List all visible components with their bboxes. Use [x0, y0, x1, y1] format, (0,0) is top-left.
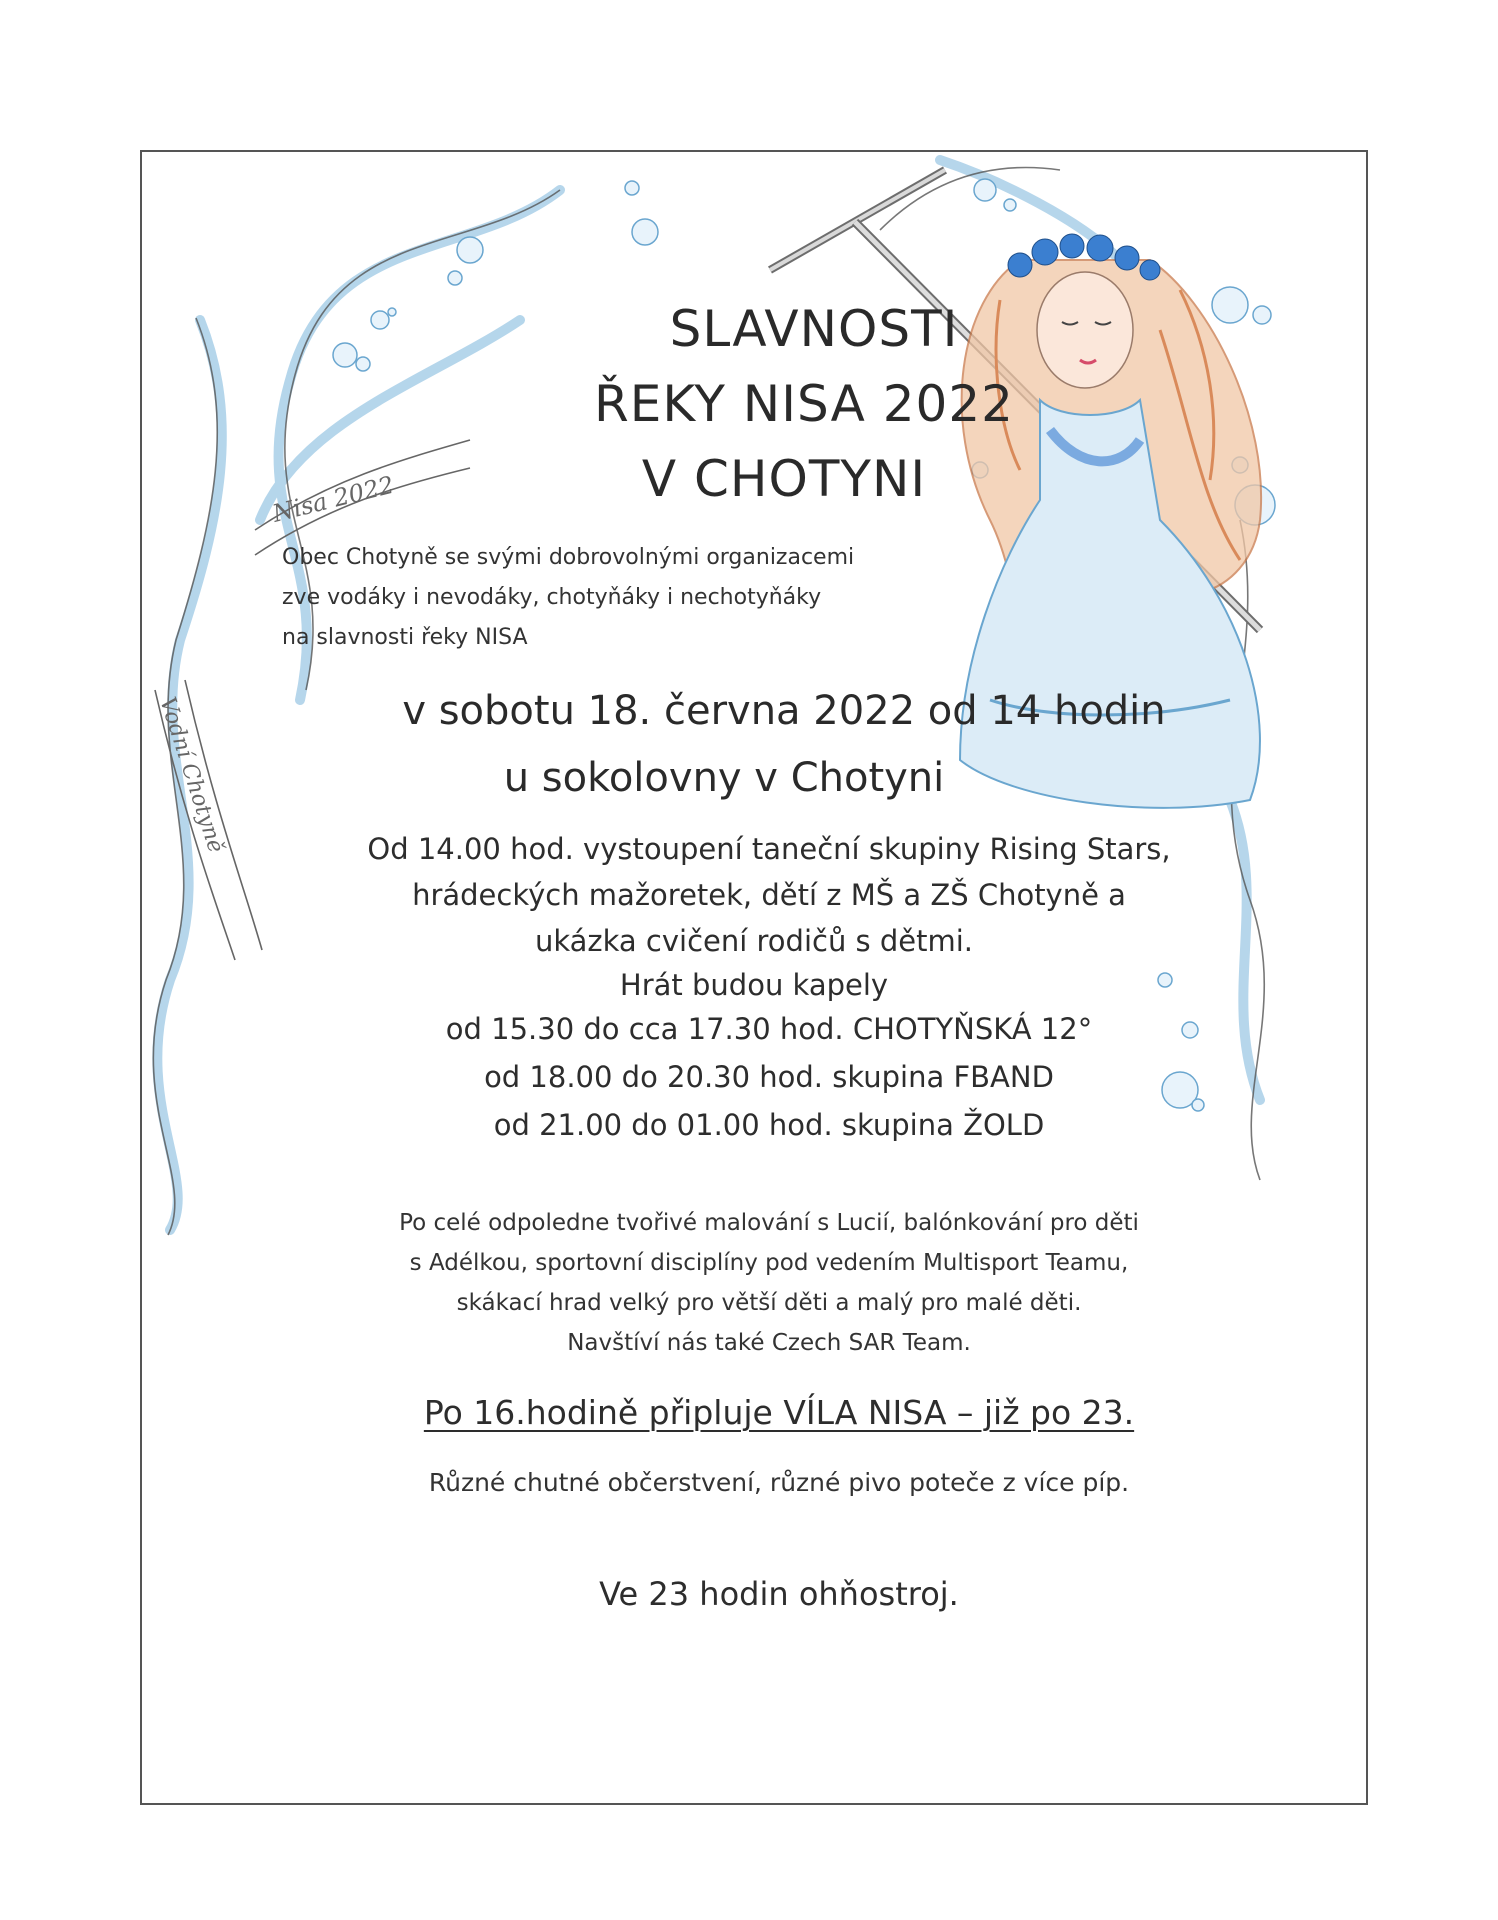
intro-line-1: Obec Chotyně se svými dobrovolnými organizacemi	[282, 545, 855, 570]
intro-line-3: na slavnosti řeky NISA	[282, 625, 528, 650]
title-line-1: SLAVNOSTI	[669, 300, 959, 358]
afternoon-line-1: Po celé odpoledne tvořivé malování s Lucií, balónkování pro děti	[399, 1210, 1139, 1236]
program-line-6: od 18.00 do 20.30 hod. skupina FBAND	[484, 1060, 1054, 1094]
title-line-3: V CHOTYNI	[641, 450, 927, 508]
title-line-2: ŘEKY NISA 2022	[594, 375, 1014, 433]
program-line-2: hrádeckých mažoretek, dětí z MŠ a ZŠ Chotyně a	[412, 878, 1126, 912]
ribbon-side-text: Vodní Chotyně	[154, 694, 229, 857]
program-line-3: ukázka cvičení rodičů s dětmi.	[534, 924, 974, 958]
ribbon-top-text: Nisa 2022	[269, 470, 397, 528]
refreshments: Různé chutné občerstvení, různé pivo poteče z více píp.	[428, 1468, 1130, 1497]
afternoon-line-4: Navštíví nás také Czech SAR Team.	[567, 1330, 971, 1356]
afternoon-line-2: s Adélkou, sportovní disciplíny pod vedením Multisport Teamu,	[409, 1250, 1129, 1276]
program-line-4: Hrát budou kapely	[619, 968, 889, 1002]
fireworks: Ve 23 hodin ohňostroj.	[599, 1575, 959, 1613]
date-line-1: v sobotu 18. června 2022 od 14 hodin	[402, 688, 1166, 734]
intro-line-2: zve vodáky i nevodáky, chotyňáky i nechotyňáky	[282, 585, 822, 610]
afternoon-line-3: skákací hrad velký pro větší děti a malý pro malé děti.	[456, 1290, 1082, 1316]
date-line-2: u sokolovny v Chotyni	[503, 755, 945, 801]
program-line-1: Od 14.00 hod. vystoupení taneční skupiny Rising Stars,	[367, 832, 1171, 866]
program-line-5: od 15.30 do cca 17.30 hod. CHOTYŇSKÁ 12°	[445, 1012, 1093, 1046]
program-line-7: od 21.00 do 01.00 hod. skupina ŽOLD	[493, 1108, 1045, 1142]
fairy-arrival: Po 16.hodině připluje VÍLA NISA – již po 23.	[423, 1393, 1135, 1432]
